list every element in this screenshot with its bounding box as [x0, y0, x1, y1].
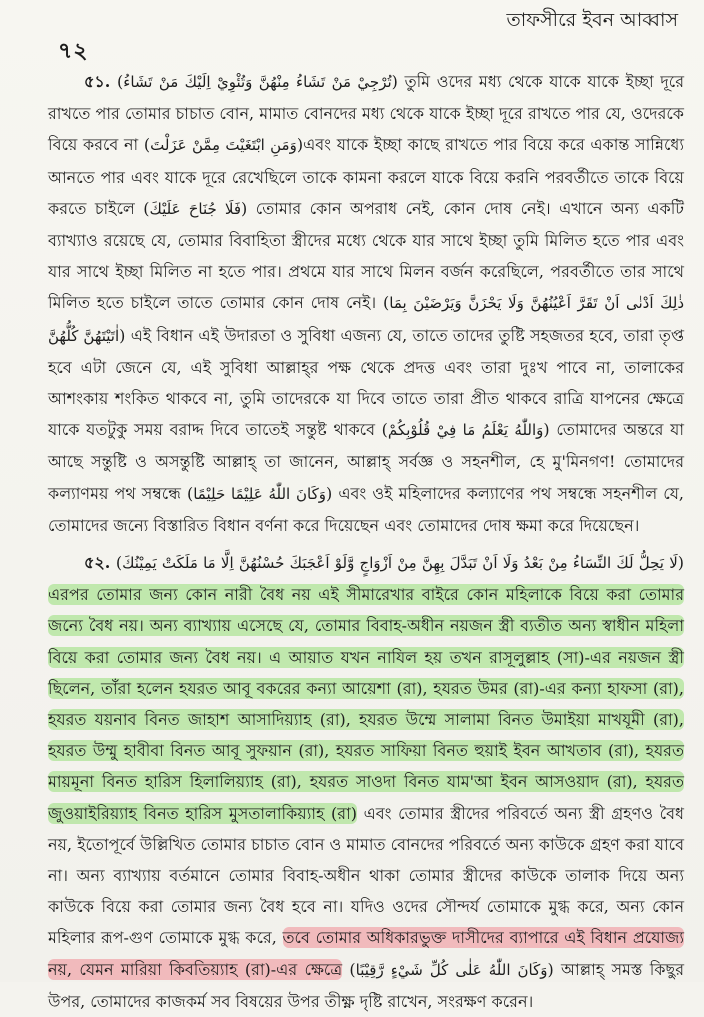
text-segment: ( [110, 553, 123, 573]
text-segment: ( [342, 959, 356, 979]
text-segment: ) এই বিধান এই উদারতা ও সুবিধা এজন্য যে, তাতে তাদের তুষ্টি সহজতর হবে, তারা তৃপ্ত হবে এটা জেনে যে, এই সুবিধা আল্লাহ্‌র পক্ষ থেকে প্রদত্ত এবং তারা দুঃখ পাবে না, তালাকের আশংকায় শংকিত থাকবে না, তুমি তাদেরকে যা দিবে তাতে তারা প্রীত থাকবে রাত্রি যাপনের ক্ষেত্রে যাকে যতটুকু সময় বরাদ্দ দিবে তাতেই সন্তুষ্ট থাকবে ( [48, 325, 684, 440]
verse-52-paragraph [48, 547, 684, 1017]
green-highlight: এরপর তোমার জন্য কোন নারী বৈধ নয় এই সীমারেখার বাইরে কোন মহিলাকে বিয়ে করা তোমার জন্যে বৈধ নয়। অন্য ব্যাখ্যায় এসেছে যে, তোমার বিবাহ-অধীন নয়জন স্ত্রী ব্যতীত অন্য স্বাধীন মহিলা বিয়ে করা তোমার জন্য বৈধ নয়। এ আয়াত যখন নাযিল হয় তখন রাসূলুল্লাহ (সা)-এর নয়জন স্ত্রী ছিলেন, তাঁরা হলেন হযরত আবূ বকরের কন্যা আয়েশা (রা), হযরত উমর (রা)-এর কন্যা হাফসা (রা), হযরত যয়নাব বিনত জাহাশ আসাদিয়্যাহ (রা), হযরত উম্মে সালামা বিনত উমাইয়া মাখযূমী (রা), হযরত উম্মু হাবীবা বিনত আবূ সুফয়ান (রা), হযরত সাফিয়া বিনত হুয়াই ইবন আখতাব (রা), হযরত মায়মূনা বিনত হারিস হিলালিয়্যাহ (রা), হযরত সাওদা বিনত যাম'আ ইবন আসওয়াদ (রা), হযরত জুওয়াইরিয়্যাহ বিনত হারিস মুসতালাকিয়্যাহ (রা) [48, 585, 684, 823]
text-segment: ) তোমাদের অন্তরে যা আছে সন্তুষ্টি ও অসন্তুষ্টি আল্লাহ্ তা জানেন, আল্লাহ্ সর্বজ্ঞ ও সহনশীল, হে মু'মিনগণ! তোমাদের কল্যাণময় পথ সম্বন্ধে ( [48, 420, 684, 503]
text-segment: ) এবং ওই মহিলাদের কল্যাণের পথ সম্বন্ধে সহনশীল যে, তোমাদের জন্যে বিস্তারিত বিধান বর্ণনা করে দিয়েছেন এবং তোমাদের দোষ ক্ষমা করে দিয়েছেন। [48, 483, 685, 535]
text-segment: ) আল্লাহ্ সমস্ত কিছুর উপর, তোমাদের কাজকর্ম সব বিষয়ের উপর তীক্ষ্ণ দৃষ্টি রাখেন, সংরক্ষণ করেন। [48, 959, 684, 1011]
text-segment: এবং তোমার স্ত্রীদের পরিবর্তে অন্য স্ত্রী গ্রহণও বৈধ নয়, ইতোপূর্বে উল্লিখিত তোমার চাচাত বোন ও মামাত বোনদের পরিবর্তে অন্য কাউকে গ্রহণ করা যাবে না। অন্য ব্যাখ্যায় বর্তমানে তোমার বিবাহ-অধীন থাকা তোমার স্ত্রীদের কাউকে তালাক দিয়ে অন্য কাউকে বিয়ে করা তোমার জন্য বৈধ হবে না। যদিও ওদের সৌন্দর্য তোমাকে মুগ্ধ করে, অন্য কোন মহিলার রূপ-গুণ তোমাকে মুগ্ধ করে, [48, 803, 684, 948]
running-title: তাফসীরে ইবন আব্বাস [506, 9, 678, 31]
arabic-quote: لَا يَحِلُّ لَكَ النِّسَاءُ مِنْ بَعْدُ وَلَا اَنْ تَبَدَّلَ بِهِنَّ مِنْ اَزْوَاجٍ وَّلَوْ اَعْجَبَكَ حُسْنُهُنَّ اِلَّا مَا مَلَكَتْ يَمِيْنُكَ [122, 554, 678, 573]
red-highlight: তবে তোমার অধিকারভুক্ত দাসীদের ব্যাপারে এই বিধান প্রযোজ্য নয়, যেমন মারিয়া কিবতিয়্যাহ (রা)-এর ক্ষেত্রে [48, 928, 685, 979]
page-number: ৭২ [58, 38, 89, 64]
verse-number-51: ৫১. [84, 72, 111, 91]
arabic-quote: وَمَنِ ابْتَغَيْتَ مِمَّنْ عَزَلْتَ [150, 136, 297, 155]
verse-number-52: ৫২. [84, 553, 111, 573]
commentary-body [48, 66, 684, 1017]
arabic-quote: وَاللّٰهُ يَعْلَمُ مَا فِيْ قُلُوْبِكُمْ [387, 421, 544, 440]
text-segment: ) তুমি ওদের মধ্য থেকে যাকে যাকে ইচ্ছা দূরে রাখতে পার তোমার চাচাত বোন, মামাত বোনদের মধ্য থেকে যাকে ইচ্ছা দূরে রাখতে পার যে, ওদেরকে বিয়ে করবে না ( [48, 72, 685, 155]
arabic-quote: وَكَانَ اللّٰهُ عَلٰى كُلِّ شَيْءٍ رَّقِيْبًا [355, 960, 548, 979]
arabic-quote: وَكَانَ اللّٰهُ عَلِيْمًا حَلِيْمًا [193, 484, 326, 503]
text-segment: ) [677, 553, 685, 573]
arabic-quote: ذٰلِكَ اَدْنٰى اَنْ تَقَرَّ اَعْيُنُهُنَّ وَلَا يَحْزَنَّ وَيَرْضَيْنَ بِمَا اٰتَيْتَهُنَّ كُلُّهُنَّ [48, 294, 685, 345]
verse-51-paragraph [48, 66, 684, 541]
arabic-quote: فَلَا جُنَاحَ عَلَيْكَ [149, 199, 242, 218]
text-segment: ( [110, 72, 124, 91]
text-segment: ) তোমার কোন অপরাধ নেই, কোন দোষ নেই। এখানে অন্য একটি ব্যাখ্যাও রয়েছে যে, তোমার বিবাহিতা স্ত্রীদের মধ্যে থেকে যার সাথে ইচ্ছা তুমি মিলিত হতে পার এবং যার সাথে ইচ্ছা মিলিত না হতে পার। প্রথমে যার সাথে মিলন বর্জন করেছিলে, পরবর্তীতে তার সাথে মিলিত হতে চাইলে তাতে তোমার কোন দোষ নেই। ( [48, 198, 685, 313]
text-segment: )এবং যাকে ইচ্ছা কাছে রাখতে পার বিয়ে করে একান্ত সান্নিধ্যে আনতে পার এবং যাকে দূরে রেখেছিলে তাকে কামনা করলে যাকে বিয়ে করনি পরবর্তীতে তাকে বিয়ে করতে চাইলে ( [48, 135, 684, 218]
arabic-quote: تُرْجِيْ مَنْ تَشَاءُ مِنْهُنَّ وَتُئْوِيْ اِلَيْكَ مَنْ تَشَاءُ [123, 73, 392, 91]
